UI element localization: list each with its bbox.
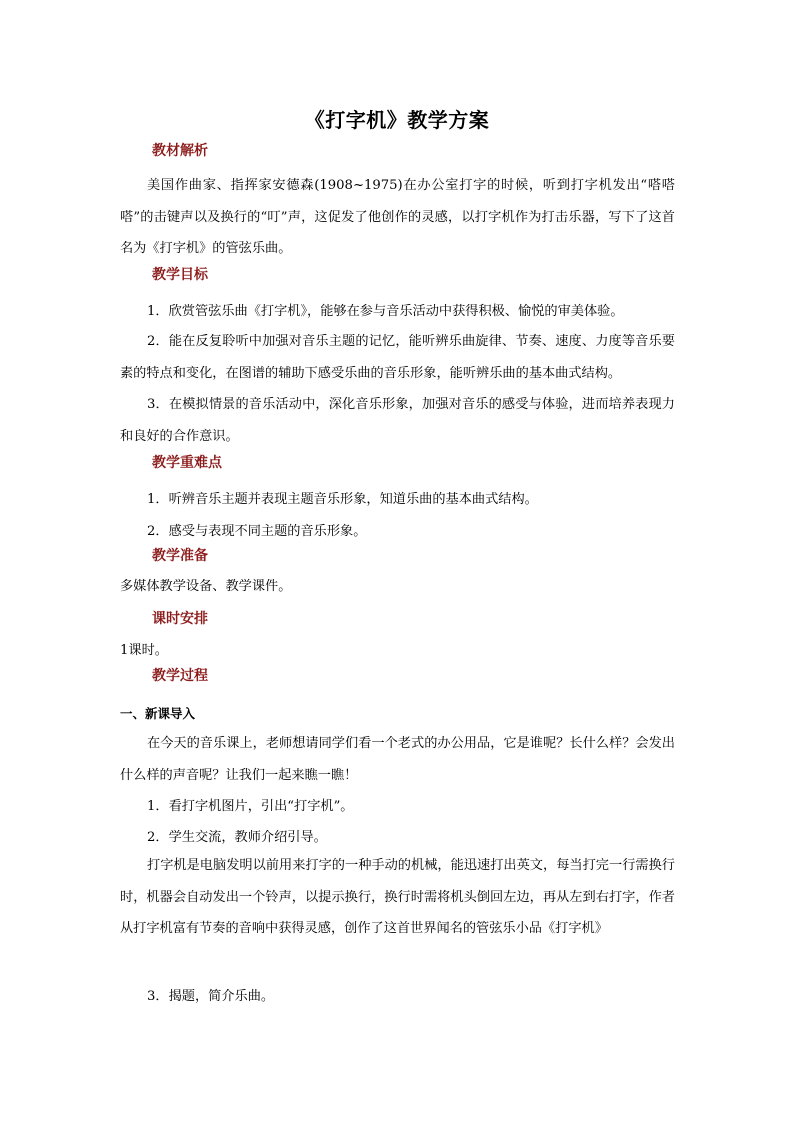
key-point-item-2: 2．感受与表现不同主题的音乐形象。 [147, 524, 367, 539]
analysis-paragraph: 美国作曲家、指挥家安德森(1908~1975)在办公室打字的时候，听到打字机发出“嗒嗒嗒”的击键声以及换行的“叮”声，这促发了他创作的灵感，以打字机作为打击乐器，写下了这首名为《打字机》的管弦乐曲。 [120, 178, 675, 256]
process-item-1: 1．看打字机图片，引出“打字机”。 [147, 799, 354, 814]
goal-item-2: 2．能在反复聆听中加强对音乐主题的记忆，能听辨乐曲旋律、节奏、速度、力度等音乐要素的特点和变化，在图谱的辅助下感受乐曲的音乐形象，能听辨乐曲的基本曲式结构。 [120, 334, 675, 381]
page-title: 《打字机》教学方案 [304, 108, 490, 132]
section-heading-key-points: 教学重难点 [152, 455, 222, 471]
process-intro-paragraph: 在今天的音乐课上，老师想请同学们看一个老式的办公用品，它是谁呢？长什么样？会发出什么样的声音呢？让我们一起来瞧一瞧！ [120, 736, 675, 783]
schedule-text: 1课时。 [120, 643, 168, 658]
key-point-item-1: 1．听辨音乐主题并表现主题音乐形象，知道乐曲的基本曲式结构。 [147, 492, 538, 507]
section-heading-process: 教学过程 [152, 668, 208, 684]
process-step-heading: 一、新课导入 [120, 706, 196, 721]
goal-item-3: 3．在模拟情景的音乐活动中，深化音乐形象，加强对音乐的感受与体验，进而培养表现力和良好的合作意识。 [120, 397, 675, 444]
section-heading-schedule: 课时安排 [152, 611, 208, 627]
preparation-text: 多媒体教学设备、教学课件。 [120, 579, 292, 594]
process-item-2: 2．学生交流，教师介绍引导。 [147, 830, 327, 845]
goal-item-1: 1．欣赏管弦乐曲《打字机》，能够在参与音乐活动中获得积极、愉悦的审美体验。 [147, 304, 624, 319]
process-item-3: 3．揭题，简介乐曲。 [147, 989, 275, 1004]
section-heading-analysis: 教材解析 [152, 143, 208, 159]
section-heading-goals: 教学目标 [152, 267, 208, 283]
section-heading-preparation: 教学准备 [152, 548, 208, 564]
process-explanation-paragraph: 打字机是电脑发明以前用来打字的一种手动的机械，能迅速打出英文，每当打完一行需换行时，机器会自动发出一个铃声，以提示换行，换行时需将机头倒回左边，再从左到右打字，作者从打字机富有节奏的音响中获得灵感，创作了这首世界闻名的管弦乐小品《打字机》 [120, 858, 675, 936]
